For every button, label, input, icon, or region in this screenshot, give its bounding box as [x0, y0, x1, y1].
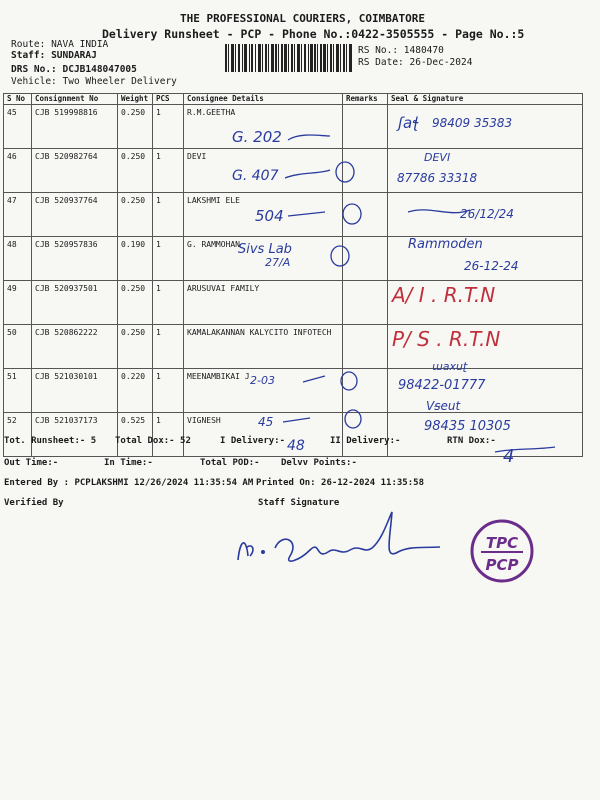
staff-label: Staff: [11, 50, 46, 61]
cell-remarks [343, 413, 388, 457]
printed-on-value: 26-12-2024 11:35:58 [321, 478, 424, 488]
cell-consignment: CJB 520937501 [32, 281, 118, 325]
vehicle-line [11, 76, 177, 87]
entered-by [4, 478, 253, 488]
cell-sno: 45 [4, 105, 32, 149]
handwritten-signature: Rammoden [408, 237, 483, 252]
cell-sno: 52 [4, 413, 32, 457]
col-consignee: Consignee Details [184, 94, 343, 105]
staff-line [11, 50, 97, 61]
handwritten-signature: ɯaxuʈ [432, 360, 468, 373]
cell-seal [388, 105, 583, 149]
col-seal: Seal & Signature [388, 94, 583, 105]
drs-label: DRS No.: [11, 64, 57, 75]
total-dox [115, 436, 191, 446]
handwritten-note: G. 202 [232, 128, 282, 146]
runsheet-table [3, 93, 583, 457]
cell-consignee: DEVI [184, 149, 343, 193]
cell-sno: 50 [4, 325, 32, 369]
barcode-image [225, 44, 353, 72]
tot-runsheet-label: Tot. Runsheet:- [4, 436, 86, 446]
vehicle-value: Two Wheeler Delivery [62, 76, 177, 87]
drs-line [11, 64, 137, 75]
col-consignment: Consignment No [32, 94, 118, 105]
entered-by-value: PCPLAKSHMI 12/26/2024 11:35:54 AM [74, 478, 254, 488]
rs-no-value: 1480470 [403, 45, 444, 56]
staff-signature-label: Staff Signature [258, 498, 340, 508]
rs-date-line [358, 57, 472, 68]
out-time: Out Time:- [4, 458, 59, 468]
staff-value: SUNDARAJ [51, 50, 97, 61]
company-title: THE PROFESSIONAL COURIERS, COIMBATORE [180, 12, 426, 25]
cell-consignee: R.M.GEETHA [184, 105, 343, 149]
tot-runsheet-value: 5 [90, 436, 97, 446]
table-row [4, 413, 583, 457]
cell-pcs: 1 [153, 105, 184, 149]
cell-remarks [343, 105, 388, 149]
drs-value: DCJB148047005 [62, 64, 137, 75]
rs-no-line [358, 45, 444, 56]
printed-on [256, 478, 424, 488]
handwritten-signature: Vꞩeut [426, 399, 461, 413]
i-delivery: I Delivery:- [220, 436, 286, 446]
cell-weight: 0.250 [118, 281, 153, 325]
col-remarks: Remarks [343, 94, 388, 105]
cell-consignment: CJB 520937764 [32, 193, 118, 237]
col-sno: S No [4, 94, 32, 105]
handwritten-date: 26-12-24 [464, 259, 519, 273]
cell-consignee: G. RAMMOHAN [184, 237, 343, 281]
cell-sno: 49 [4, 281, 32, 325]
total-dox-value: 52 [180, 436, 191, 446]
cell-seal [388, 325, 583, 369]
cell-seal [388, 149, 583, 193]
cell-remarks [343, 237, 388, 281]
tpc-stamp [472, 521, 532, 581]
total-dox-label: Total Dox:- [115, 436, 175, 446]
handwritten-note: Sivs Lab [238, 242, 292, 257]
handwritten-status: A/ I . R.T.N [392, 283, 496, 307]
cell-seal [388, 281, 583, 325]
cell-remarks [343, 369, 388, 413]
cell-consignee: MEENAMBIKAI J [184, 369, 343, 413]
cell-consignee: ARUSUVAI FAMILY [184, 281, 343, 325]
tot-runsheet [4, 436, 96, 446]
cell-weight: 0.250 [118, 325, 153, 369]
table-row [4, 149, 583, 193]
handwritten-phone: 98409 35383 [432, 116, 513, 130]
entered-by-label: Entered By : [4, 478, 70, 488]
cell-sno: 47 [4, 193, 32, 237]
cell-weight: 0.190 [118, 237, 153, 281]
cell-weight: 0.525 [118, 413, 153, 457]
cell-consignment: CJB 519998816 [32, 105, 118, 149]
vehicle-label: Vehicle: [11, 76, 57, 87]
col-pcs: PCS [153, 94, 184, 105]
handwritten-phone: 87786 33318 [397, 171, 478, 185]
handwritten-rtn-count: 4 [503, 446, 515, 467]
cell-consignee: LAKSHMI ELE [184, 193, 343, 237]
cell-pcs: 1 [153, 193, 184, 237]
sheet-title: Delivery Runsheet - PCP - Phone No.:0422-3505555 - Page No.:5 [102, 27, 525, 41]
handwritten-phone: 98435 10305 [424, 419, 511, 434]
cell-consignment: CJB 521037173 [32, 413, 118, 457]
handwritten-note: 27/A [265, 256, 291, 269]
cell-consignment: CJB 520982764 [32, 149, 118, 193]
cell-weight: 0.220 [118, 369, 153, 413]
cell-seal [388, 193, 583, 237]
cell-remarks [343, 325, 388, 369]
cell-sno: 46 [4, 149, 32, 193]
cell-weight: 0.250 [118, 193, 153, 237]
handwritten-date: 26/12/24 [460, 207, 514, 221]
total-pod: Total POD:- [200, 458, 260, 468]
cell-seal [388, 369, 583, 413]
staff-signature-image [238, 512, 440, 561]
delvv-points: Delvv Points:- [281, 458, 357, 468]
handwritten-phone: 98422-01777 [398, 378, 486, 393]
cell-pcs: 1 [153, 369, 184, 413]
cell-consignment: CJB 521030101 [32, 369, 118, 413]
table-row [4, 325, 583, 369]
route-line [11, 39, 108, 50]
rs-no-label: RS No.: [358, 45, 399, 56]
rs-date-value: 26-Dec-2024 [409, 57, 473, 68]
route-label: Route: [11, 39, 46, 50]
table-header-row [4, 94, 583, 105]
cell-remarks [343, 281, 388, 325]
table-row [4, 281, 583, 325]
cell-pcs: 1 [153, 281, 184, 325]
cell-weight: 0.250 [118, 149, 153, 193]
cell-sno: 51 [4, 369, 32, 413]
cell-pcs: 1 [153, 149, 184, 193]
rtn-dox: RTN Dox:- [447, 436, 496, 446]
cell-seal [388, 237, 583, 281]
table-row [4, 237, 583, 281]
ii-delivery: II Delivery:- [330, 436, 401, 446]
cell-pcs: 1 [153, 237, 184, 281]
stamp-text-top: TPC [485, 534, 519, 552]
handwritten-note: G. 407 [232, 168, 279, 184]
table-row [4, 369, 583, 413]
cell-consignment: CJB 520862222 [32, 325, 118, 369]
cell-consignment: CJB 520957836 [32, 237, 118, 281]
printed-on-label: Printed On: [256, 478, 316, 488]
cell-pcs: 1 [153, 325, 184, 369]
cell-pcs: 1 [153, 413, 184, 457]
handwritten-signature: DEVI [424, 151, 451, 164]
cell-consignee: KAMALAKANNAN KALYCITO INFOTECH [184, 325, 343, 369]
handwritten-note: 2-03 [250, 374, 275, 387]
cell-weight: 0.250 [118, 105, 153, 149]
table-row [4, 193, 583, 237]
handwritten-note: 45 [258, 415, 274, 429]
rs-date-label: RS Date: [358, 57, 404, 68]
handwritten-note: 504 [255, 207, 284, 225]
table-row [4, 105, 583, 149]
cell-sno: 48 [4, 237, 32, 281]
col-weight: Weight [118, 94, 153, 105]
cell-seal [388, 413, 583, 457]
handwritten-signature: ʃaꞎ [398, 114, 420, 132]
handwritten-delivery-count: 48 [287, 438, 305, 454]
route-value: NAVA INDIA [51, 39, 109, 50]
cell-consignee: VIGNESH [184, 413, 343, 457]
stamp-text-bottom: PCP [485, 556, 519, 574]
verified-by: Verified By [4, 498, 64, 508]
cell-remarks [343, 193, 388, 237]
cell-remarks [343, 149, 388, 193]
in-time: In Time:- [104, 458, 153, 468]
handwritten-status: P/ S . R.T.N [392, 327, 501, 351]
